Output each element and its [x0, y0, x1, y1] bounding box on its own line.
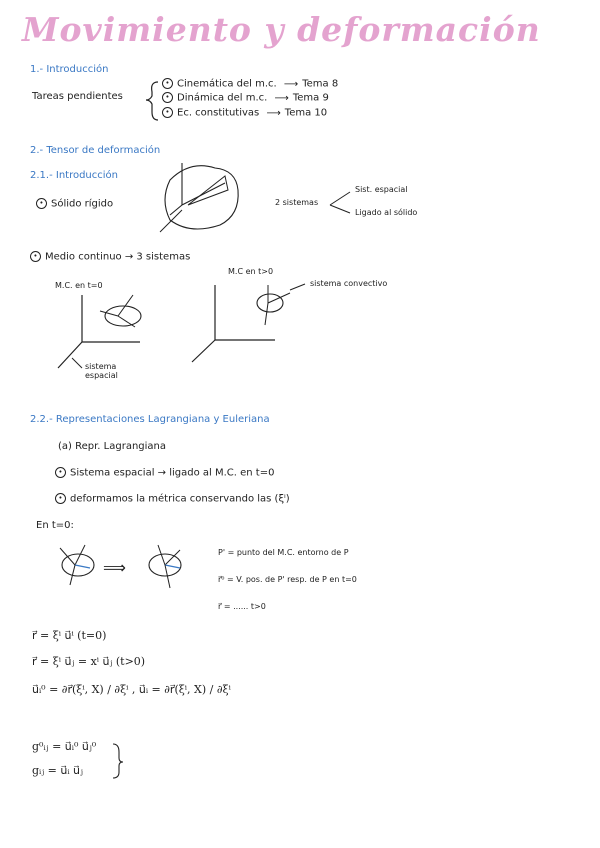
heading-intro-2-1: 2.1.- Introducción: [30, 170, 119, 181]
en-t0: En t=0:: [36, 520, 74, 531]
equation-3: u⃗ᵢ⁰ = ∂r⃗(ξⁱ, X) / ∂ξⁱ , u⃗ᵢ = ∂r⃗(ξⁱ, X) / ∂ξⁱ: [32, 683, 231, 696]
bullet-icon: •: [36, 198, 47, 209]
bullet-icon: •: [162, 78, 173, 89]
equation-2: r⃗ = ξⁱ u⃗ⱼ = xⁱ u⃗ⱼ (t>0): [32, 655, 146, 668]
r-def: r⃗ = ...... t>0: [218, 602, 266, 611]
task-item-2: • Dinámica del m.c. ⟶ Tema 9: [162, 92, 329, 104]
heading-tensor: 2.- Tensor de deformación: [30, 145, 161, 156]
solido-rigido: • Sólido rígido: [36, 198, 113, 210]
equation-1: r⃗ = ξⁱ u⃗ⁱ (t=0): [32, 629, 107, 642]
svg-text:⟹: ⟹: [103, 558, 126, 577]
bullet-icon: •: [55, 493, 66, 504]
page-title: Movimiento y deformación: [22, 10, 541, 49]
equation-4: g⁰ᵢⱼ = u⃗ᵢ⁰ u⃗ⱼ⁰: [32, 740, 97, 753]
bullet-icon: •: [55, 467, 66, 478]
repr-lagrangiana: (a) Repr. Lagrangiana: [58, 441, 167, 452]
bullet-icon: •: [30, 251, 41, 262]
sistema-espacial-label: sistema espacial: [85, 362, 118, 380]
bullet-deformamos: • deformamos la métrica conservando las (ξⁱ): [55, 493, 290, 505]
task-item-1: • Cinemática del m.c. ⟶ Tema 8: [162, 78, 338, 90]
tareas-label: Tareas pendientes: [32, 91, 123, 102]
pprime-def: P' = punto del M.C. entorno de P: [218, 548, 349, 557]
bullet-icon: •: [162, 92, 173, 103]
dos-sistemas: 2 sistemas: [275, 198, 319, 207]
heading-representaciones: 2.2.- Representaciones Lagrangiana y Euleriana: [30, 414, 270, 425]
mc-tg0-label: M.C en t>0: [228, 267, 274, 276]
medio-continuo: • Medio continuo → 3 sistemas: [30, 251, 190, 263]
bullet-icon: •: [162, 107, 173, 118]
task-item-3: • Ec. constitutivas ⟶ Tema 10: [162, 107, 327, 119]
heading-introduccion: 1.- Introducción: [30, 64, 109, 75]
equation-5: gᵢⱼ = u⃗ᵢ u⃗ⱼ: [32, 764, 83, 777]
sist-espacial: Sist. espacial: [355, 185, 408, 194]
bullet-sistema-espacial: • Sistema espacial → ligado al M.C. en t=0: [55, 467, 274, 479]
mc-t0-label: M.C. en t=0: [55, 281, 103, 290]
sistema-convectivo: sistema convectivo: [310, 279, 388, 288]
r0-def: r⃗⁰ = V. pos. de P' resp. de P en t=0: [218, 575, 357, 584]
ligado-solido: Ligado al sólido: [355, 208, 418, 217]
